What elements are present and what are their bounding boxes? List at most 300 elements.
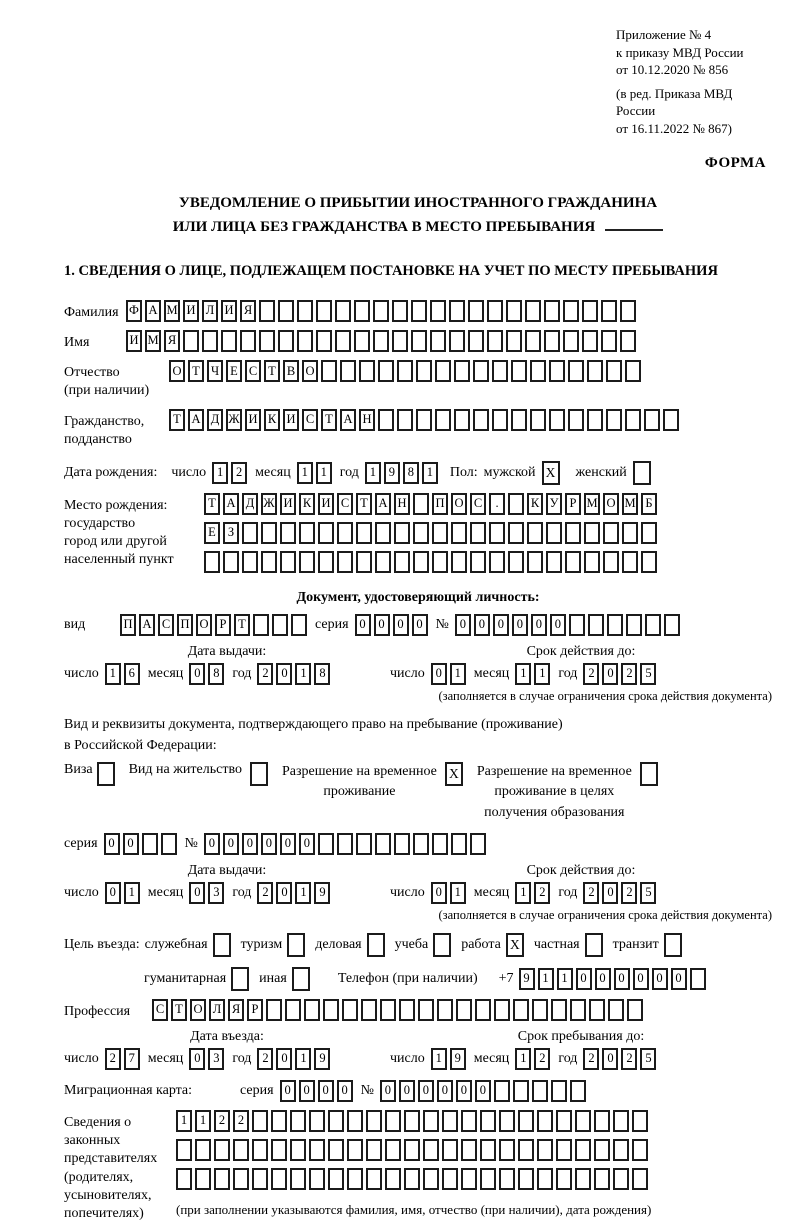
- char-cell[interactable]: 0: [602, 1048, 618, 1070]
- char-cell[interactable]: [588, 614, 604, 636]
- char-cell[interactable]: [499, 1168, 515, 1190]
- char-cell[interactable]: [242, 551, 258, 573]
- char-cell[interactable]: 0: [633, 968, 649, 990]
- char-cell[interactable]: О: [190, 999, 206, 1021]
- char-cell[interactable]: [690, 968, 706, 990]
- char-cell[interactable]: [644, 409, 660, 431]
- char-cell[interactable]: [620, 300, 636, 322]
- char-cell[interactable]: [280, 522, 296, 544]
- char-cell[interactable]: 2: [621, 882, 637, 904]
- char-cell[interactable]: [435, 409, 451, 431]
- char-cell[interactable]: [366, 1168, 382, 1190]
- char-cell[interactable]: [499, 1139, 515, 1161]
- char-cell[interactable]: [316, 300, 332, 322]
- char-cell[interactable]: [142, 833, 158, 855]
- char-cell[interactable]: [456, 999, 472, 1021]
- char-cell[interactable]: [587, 409, 603, 431]
- char-cell[interactable]: [195, 1139, 211, 1161]
- char-cell[interactable]: [461, 1139, 477, 1161]
- char-cell[interactable]: [468, 330, 484, 352]
- char-cell[interactable]: [240, 330, 256, 352]
- char-cell[interactable]: [413, 551, 429, 573]
- char-cell[interactable]: 0: [123, 833, 139, 855]
- char-cell[interactable]: [223, 551, 239, 573]
- char-cell[interactable]: 2: [621, 1048, 637, 1070]
- char-cell[interactable]: [297, 300, 313, 322]
- char-cell[interactable]: 2: [583, 663, 599, 685]
- char-cell[interactable]: А: [223, 493, 239, 515]
- char-cell[interactable]: [356, 833, 372, 855]
- char-cell[interactable]: 0: [280, 833, 296, 855]
- char-cell[interactable]: 0: [380, 1080, 396, 1102]
- temp-permit-checkbox[interactable]: X: [445, 762, 463, 786]
- char-cell[interactable]: [309, 1168, 325, 1190]
- char-cell[interactable]: [625, 409, 641, 431]
- char-cell[interactable]: В: [283, 360, 299, 382]
- char-cell[interactable]: [416, 360, 432, 382]
- char-cell[interactable]: [508, 551, 524, 573]
- char-cell[interactable]: 2: [105, 1048, 121, 1070]
- char-cell[interactable]: [527, 551, 543, 573]
- char-cell[interactable]: [373, 300, 389, 322]
- char-cell[interactable]: [549, 360, 565, 382]
- char-cell[interactable]: [603, 551, 619, 573]
- char-cell[interactable]: [413, 493, 429, 515]
- char-cell[interactable]: 1: [450, 663, 466, 685]
- char-cell[interactable]: [632, 1168, 648, 1190]
- char-cell[interactable]: [318, 551, 334, 573]
- purpose-study-checkbox[interactable]: [433, 933, 451, 957]
- char-cell[interactable]: Я: [164, 330, 180, 352]
- char-cell[interactable]: 9: [314, 1048, 330, 1070]
- char-cell[interactable]: [594, 1139, 610, 1161]
- residence-permit-checkbox[interactable]: [250, 762, 268, 786]
- char-cell[interactable]: [359, 360, 375, 382]
- char-cell[interactable]: [489, 551, 505, 573]
- char-cell[interactable]: 5: [640, 663, 656, 685]
- purpose-work-checkbox[interactable]: X: [506, 933, 524, 957]
- char-cell[interactable]: 6: [124, 663, 140, 685]
- char-cell[interactable]: [606, 360, 622, 382]
- char-cell[interactable]: 0: [276, 663, 292, 685]
- char-cell[interactable]: 1: [176, 1110, 192, 1132]
- char-cell[interactable]: И: [221, 300, 237, 322]
- char-cell[interactable]: 0: [602, 663, 618, 685]
- char-cell[interactable]: [613, 1110, 629, 1132]
- char-cell[interactable]: [487, 300, 503, 322]
- char-cell[interactable]: [416, 409, 432, 431]
- char-cell[interactable]: С: [302, 409, 318, 431]
- char-cell[interactable]: [607, 614, 623, 636]
- char-cell[interactable]: Ж: [226, 409, 242, 431]
- char-cell[interactable]: 9: [519, 968, 535, 990]
- char-cell[interactable]: [449, 330, 465, 352]
- char-cell[interactable]: [537, 1110, 553, 1132]
- char-cell[interactable]: И: [183, 300, 199, 322]
- char-cell[interactable]: [373, 330, 389, 352]
- char-cell[interactable]: [530, 409, 546, 431]
- char-cell[interactable]: [442, 1110, 458, 1132]
- char-cell[interactable]: 0: [276, 882, 292, 904]
- char-cell[interactable]: Н: [394, 493, 410, 515]
- char-cell[interactable]: Р: [215, 614, 231, 636]
- char-cell[interactable]: Л: [202, 300, 218, 322]
- char-cell[interactable]: [380, 999, 396, 1021]
- char-cell[interactable]: 3: [208, 1048, 224, 1070]
- char-cell[interactable]: [511, 409, 527, 431]
- char-cell[interactable]: [394, 551, 410, 573]
- char-cell[interactable]: 2: [257, 882, 273, 904]
- char-cell[interactable]: [337, 522, 353, 544]
- char-cell[interactable]: 0: [189, 882, 205, 904]
- purpose-transit-checkbox[interactable]: [664, 933, 682, 957]
- char-cell[interactable]: [233, 1168, 249, 1190]
- char-cell[interactable]: 0: [493, 614, 509, 636]
- char-cell[interactable]: [664, 614, 680, 636]
- char-cell[interactable]: Т: [169, 409, 185, 431]
- char-cell[interactable]: А: [188, 409, 204, 431]
- char-cell[interactable]: [473, 409, 489, 431]
- char-cell[interactable]: 1: [124, 882, 140, 904]
- char-cell[interactable]: [532, 999, 548, 1021]
- char-cell[interactable]: 8: [208, 663, 224, 685]
- char-cell[interactable]: [565, 522, 581, 544]
- char-cell[interactable]: [366, 1110, 382, 1132]
- char-cell[interactable]: [259, 330, 275, 352]
- char-cell[interactable]: [437, 999, 453, 1021]
- char-cell[interactable]: [176, 1168, 192, 1190]
- char-cell[interactable]: [347, 1110, 363, 1132]
- char-cell[interactable]: 0: [261, 833, 277, 855]
- char-cell[interactable]: [527, 522, 543, 544]
- char-cell[interactable]: 0: [614, 968, 630, 990]
- visa-checkbox[interactable]: [97, 762, 115, 786]
- char-cell[interactable]: 1: [534, 663, 550, 685]
- char-cell[interactable]: Т: [171, 999, 187, 1021]
- char-cell[interactable]: [442, 1139, 458, 1161]
- char-cell[interactable]: [470, 522, 486, 544]
- char-cell[interactable]: 8: [403, 462, 419, 484]
- char-cell[interactable]: Т: [264, 360, 280, 382]
- char-cell[interactable]: К: [527, 493, 543, 515]
- char-cell[interactable]: [569, 614, 585, 636]
- char-cell[interactable]: [214, 1139, 230, 1161]
- char-cell[interactable]: [347, 1139, 363, 1161]
- char-cell[interactable]: 0: [531, 614, 547, 636]
- char-cell[interactable]: 0: [475, 1080, 491, 1102]
- char-cell[interactable]: [518, 1168, 534, 1190]
- char-cell[interactable]: [316, 330, 332, 352]
- char-cell[interactable]: 1: [105, 663, 121, 685]
- char-cell[interactable]: [291, 614, 307, 636]
- char-cell[interactable]: 0: [299, 1080, 315, 1102]
- char-cell[interactable]: 0: [105, 882, 121, 904]
- char-cell[interactable]: С: [337, 493, 353, 515]
- char-cell[interactable]: [601, 300, 617, 322]
- char-cell[interactable]: [309, 1110, 325, 1132]
- purpose-humanitarian-checkbox[interactable]: [231, 967, 249, 991]
- char-cell[interactable]: [259, 300, 275, 322]
- char-cell[interactable]: [451, 522, 467, 544]
- char-cell[interactable]: 0: [431, 663, 447, 685]
- char-cell[interactable]: [470, 833, 486, 855]
- char-cell[interactable]: 2: [233, 1110, 249, 1132]
- char-cell[interactable]: [641, 551, 657, 573]
- sex-female-checkbox[interactable]: [633, 461, 651, 485]
- char-cell[interactable]: [480, 1139, 496, 1161]
- char-cell[interactable]: [626, 614, 642, 636]
- char-cell[interactable]: П: [432, 493, 448, 515]
- char-cell[interactable]: Т: [356, 493, 372, 515]
- char-cell[interactable]: [290, 1168, 306, 1190]
- char-cell[interactable]: Е: [204, 522, 220, 544]
- char-cell[interactable]: 2: [534, 1048, 550, 1070]
- char-cell[interactable]: [449, 300, 465, 322]
- char-cell[interactable]: [337, 833, 353, 855]
- char-cell[interactable]: [563, 330, 579, 352]
- char-cell[interactable]: [549, 409, 565, 431]
- char-cell[interactable]: 3: [208, 882, 224, 904]
- char-cell[interactable]: [392, 300, 408, 322]
- char-cell[interactable]: 0: [652, 968, 668, 990]
- char-cell[interactable]: [423, 1139, 439, 1161]
- char-cell[interactable]: 0: [337, 1080, 353, 1102]
- char-cell[interactable]: [347, 1168, 363, 1190]
- char-cell[interactable]: [411, 300, 427, 322]
- purpose-official-checkbox[interactable]: [213, 933, 231, 957]
- char-cell[interactable]: [290, 1110, 306, 1132]
- char-cell[interactable]: [328, 1110, 344, 1132]
- char-cell[interactable]: [397, 360, 413, 382]
- char-cell[interactable]: [397, 409, 413, 431]
- char-cell[interactable]: [404, 1110, 420, 1132]
- char-cell[interactable]: [546, 522, 562, 544]
- char-cell[interactable]: 1: [450, 882, 466, 904]
- char-cell[interactable]: 0: [374, 614, 390, 636]
- char-cell[interactable]: [375, 833, 391, 855]
- char-cell[interactable]: 0: [189, 1048, 205, 1070]
- char-cell[interactable]: О: [169, 360, 185, 382]
- char-cell[interactable]: [513, 999, 529, 1021]
- char-cell[interactable]: [532, 1080, 548, 1102]
- char-cell[interactable]: [423, 1110, 439, 1132]
- char-cell[interactable]: [511, 360, 527, 382]
- char-cell[interactable]: 0: [355, 614, 371, 636]
- char-cell[interactable]: 0: [204, 833, 220, 855]
- char-cell[interactable]: Н: [359, 409, 375, 431]
- char-cell[interactable]: [622, 551, 638, 573]
- char-cell[interactable]: 1: [195, 1110, 211, 1132]
- char-cell[interactable]: Р: [565, 493, 581, 515]
- char-cell[interactable]: [537, 1168, 553, 1190]
- char-cell[interactable]: 1: [422, 462, 438, 484]
- char-cell[interactable]: [214, 1168, 230, 1190]
- char-cell[interactable]: [603, 522, 619, 544]
- char-cell[interactable]: [461, 1168, 477, 1190]
- char-cell[interactable]: [473, 360, 489, 382]
- char-cell[interactable]: [361, 999, 377, 1021]
- char-cell[interactable]: [221, 330, 237, 352]
- purpose-other-checkbox[interactable]: [292, 967, 310, 991]
- char-cell[interactable]: 0: [455, 614, 471, 636]
- char-cell[interactable]: 0: [474, 614, 490, 636]
- char-cell[interactable]: 1: [515, 663, 531, 685]
- char-cell[interactable]: 0: [242, 833, 258, 855]
- char-cell[interactable]: [451, 833, 467, 855]
- char-cell[interactable]: 2: [231, 462, 247, 484]
- purpose-private-checkbox[interactable]: [585, 933, 603, 957]
- char-cell[interactable]: 0: [512, 614, 528, 636]
- char-cell[interactable]: [335, 300, 351, 322]
- char-cell[interactable]: П: [177, 614, 193, 636]
- char-cell[interactable]: [641, 522, 657, 544]
- char-cell[interactable]: [587, 360, 603, 382]
- char-cell[interactable]: [556, 1110, 572, 1132]
- char-cell[interactable]: [161, 833, 177, 855]
- char-cell[interactable]: [335, 330, 351, 352]
- char-cell[interactable]: [266, 999, 282, 1021]
- char-cell[interactable]: [385, 1110, 401, 1132]
- char-cell[interactable]: [518, 1110, 534, 1132]
- char-cell[interactable]: [413, 833, 429, 855]
- char-cell[interactable]: [518, 1139, 534, 1161]
- char-cell[interactable]: [297, 330, 313, 352]
- char-cell[interactable]: [530, 360, 546, 382]
- char-cell[interactable]: [432, 551, 448, 573]
- char-cell[interactable]: [582, 300, 598, 322]
- char-cell[interactable]: [570, 999, 586, 1021]
- char-cell[interactable]: [432, 833, 448, 855]
- char-cell[interactable]: [492, 409, 508, 431]
- char-cell[interactable]: [285, 999, 301, 1021]
- char-cell[interactable]: Я: [240, 300, 256, 322]
- char-cell[interactable]: 0: [595, 968, 611, 990]
- char-cell[interactable]: [304, 999, 320, 1021]
- char-cell[interactable]: [204, 551, 220, 573]
- char-cell[interactable]: [411, 330, 427, 352]
- char-cell[interactable]: [253, 614, 269, 636]
- char-cell[interactable]: [601, 330, 617, 352]
- char-cell[interactable]: [340, 360, 356, 382]
- char-cell[interactable]: 0: [280, 1080, 296, 1102]
- char-cell[interactable]: 2: [583, 882, 599, 904]
- char-cell[interactable]: [475, 999, 491, 1021]
- char-cell[interactable]: [404, 1168, 420, 1190]
- purpose-business-checkbox[interactable]: [367, 933, 385, 957]
- char-cell[interactable]: [575, 1168, 591, 1190]
- char-cell[interactable]: [318, 833, 334, 855]
- char-cell[interactable]: [442, 1168, 458, 1190]
- char-cell[interactable]: О: [196, 614, 212, 636]
- char-cell[interactable]: [556, 1168, 572, 1190]
- char-cell[interactable]: 0: [456, 1080, 472, 1102]
- char-cell[interactable]: Д: [207, 409, 223, 431]
- char-cell[interactable]: Д: [242, 493, 258, 515]
- char-cell[interactable]: 9: [384, 462, 400, 484]
- char-cell[interactable]: [563, 300, 579, 322]
- char-cell[interactable]: О: [302, 360, 318, 382]
- char-cell[interactable]: [506, 330, 522, 352]
- char-cell[interactable]: [632, 1139, 648, 1161]
- char-cell[interactable]: З: [223, 522, 239, 544]
- char-cell[interactable]: [606, 409, 622, 431]
- char-cell[interactable]: [252, 1168, 268, 1190]
- char-cell[interactable]: [645, 614, 661, 636]
- char-cell[interactable]: С: [245, 360, 261, 382]
- char-cell[interactable]: [582, 330, 598, 352]
- char-cell[interactable]: 1: [431, 1048, 447, 1070]
- char-cell[interactable]: [342, 999, 358, 1021]
- char-cell[interactable]: [508, 493, 524, 515]
- char-cell[interactable]: М: [622, 493, 638, 515]
- char-cell[interactable]: [625, 360, 641, 382]
- char-cell[interactable]: [430, 330, 446, 352]
- char-cell[interactable]: [261, 522, 277, 544]
- char-cell[interactable]: [252, 1110, 268, 1132]
- char-cell[interactable]: [544, 300, 560, 322]
- char-cell[interactable]: [299, 551, 315, 573]
- purpose-tourism-checkbox[interactable]: [287, 933, 305, 957]
- char-cell[interactable]: 9: [314, 882, 330, 904]
- char-cell[interactable]: [290, 1139, 306, 1161]
- char-cell[interactable]: Б: [641, 493, 657, 515]
- char-cell[interactable]: [252, 1139, 268, 1161]
- char-cell[interactable]: [499, 1110, 515, 1132]
- char-cell[interactable]: 1: [538, 968, 554, 990]
- char-cell[interactable]: [568, 360, 584, 382]
- char-cell[interactable]: [470, 551, 486, 573]
- char-cell[interactable]: [271, 1110, 287, 1132]
- char-cell[interactable]: [423, 1168, 439, 1190]
- char-cell[interactable]: [233, 1139, 249, 1161]
- char-cell[interactable]: 1: [365, 462, 381, 484]
- char-cell[interactable]: [328, 1139, 344, 1161]
- char-cell[interactable]: А: [145, 300, 161, 322]
- char-cell[interactable]: [392, 330, 408, 352]
- char-cell[interactable]: 1: [515, 882, 531, 904]
- char-cell[interactable]: [568, 409, 584, 431]
- char-cell[interactable]: 0: [299, 833, 315, 855]
- char-cell[interactable]: [513, 1080, 529, 1102]
- char-cell[interactable]: [280, 551, 296, 573]
- char-cell[interactable]: [622, 522, 638, 544]
- char-cell[interactable]: [589, 999, 605, 1021]
- char-cell[interactable]: [366, 1139, 382, 1161]
- char-cell[interactable]: Е: [226, 360, 242, 382]
- char-cell[interactable]: 0: [104, 833, 120, 855]
- char-cell[interactable]: 0: [189, 663, 205, 685]
- char-cell[interactable]: К: [299, 493, 315, 515]
- char-cell[interactable]: [413, 522, 429, 544]
- char-cell[interactable]: [202, 330, 218, 352]
- char-cell[interactable]: [430, 300, 446, 322]
- char-cell[interactable]: [487, 330, 503, 352]
- char-cell[interactable]: Ч: [207, 360, 223, 382]
- char-cell[interactable]: [506, 300, 522, 322]
- char-cell[interactable]: 1: [515, 1048, 531, 1070]
- char-cell[interactable]: [432, 522, 448, 544]
- char-cell[interactable]: .: [489, 493, 505, 515]
- char-cell[interactable]: [663, 409, 679, 431]
- char-cell[interactable]: 1: [295, 1048, 311, 1070]
- char-cell[interactable]: [525, 300, 541, 322]
- char-cell[interactable]: [375, 551, 391, 573]
- char-cell[interactable]: 0: [550, 614, 566, 636]
- char-cell[interactable]: [183, 330, 199, 352]
- char-cell[interactable]: [299, 522, 315, 544]
- char-cell[interactable]: [435, 360, 451, 382]
- char-cell[interactable]: 0: [393, 614, 409, 636]
